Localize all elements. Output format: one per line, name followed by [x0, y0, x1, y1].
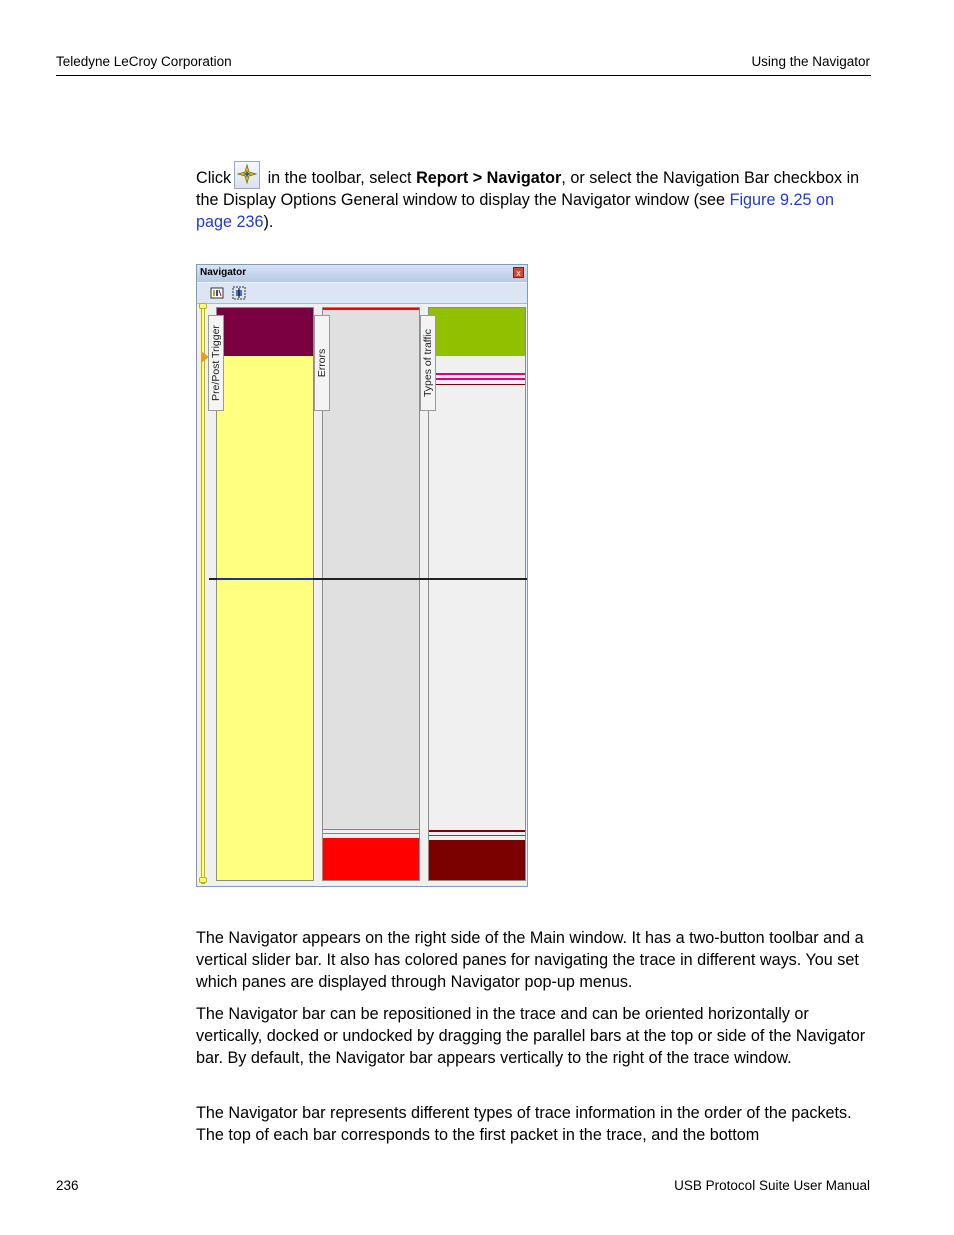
traffic-marker: [429, 384, 525, 385]
navigator-range-button[interactable]: [232, 286, 246, 300]
intro-text-2: , or select the Navigation Bar checkbox in the Display Options General window to display the Navigator window (see: [196, 169, 860, 209]
pane-settings-icon: [210, 286, 224, 300]
error-marker: [323, 833, 419, 834]
pre-trigger-region: [217, 308, 313, 356]
trigger-position-line: [217, 578, 313, 580]
traffic-marker: [429, 373, 525, 375]
pane-label: Errors: [316, 348, 328, 378]
traffic-marker: [429, 378, 525, 380]
pane-errors[interactable]: [322, 307, 420, 881]
navigator-toolbar: [197, 283, 527, 304]
intro-click: Click: [196, 169, 232, 187]
pane-tab-errors[interactable]: [314, 315, 330, 411]
intro-menu-path: Report > Navigator: [416, 169, 562, 187]
pane-pre-post-trigger[interactable]: [216, 307, 314, 881]
intro-text-1: in the toolbar, select: [263, 169, 417, 187]
body-paragraph-1: The Navigator appears on the right side of the Main window. It has a two-button toolbar and a vertical slider bar. It also has colored panes for navigating the trace in different ways. You set which panes are displayed through Navigator pop-up menus.: [196, 929, 864, 991]
running-header-right: Using the Navigator: [751, 54, 870, 69]
running-footer-right: USB Protocol Suite User Manual: [674, 1178, 870, 1193]
intro-paragraph: [196, 161, 872, 233]
navigator-window: [196, 264, 528, 887]
traffic-marker: [429, 835, 525, 836]
navigator-titlebar[interactable]: [197, 265, 527, 282]
errors-block: [323, 838, 419, 881]
page-number: 236: [56, 1178, 79, 1193]
body-paragraph-3: The Navigator bar represents different types of trace information in the order of the packets. The top of each bar corresponds to the first packet in the trace, and the bottom: [196, 1104, 852, 1144]
running-header-left: Teledyne LeCroy Corporation: [56, 54, 232, 69]
navigator-slider[interactable]: [201, 306, 205, 884]
close-icon[interactable]: x: [513, 267, 524, 278]
post-trigger-region: [217, 356, 313, 881]
pane-tab-types-of-traffic[interactable]: [420, 315, 436, 411]
figure-link[interactable]: Figure 9.25 on page 236: [196, 191, 834, 231]
pane-label: Pre/Post Trigger: [210, 325, 222, 401]
error-marker: [323, 829, 419, 830]
navigator-settings-button[interactable]: [210, 286, 224, 300]
traffic-marker: [429, 830, 525, 832]
errors-background: [323, 310, 419, 829]
pane-label: Types of traffic: [422, 328, 434, 398]
slider-bottom-handle[interactable]: [199, 877, 207, 883]
pane-tab-pre-post-trigger[interactable]: [208, 315, 224, 411]
intro-end: ).: [263, 213, 274, 231]
slider-top-handle[interactable]: [199, 303, 207, 309]
body-paragraph-2: The Navigator bar can be repositioned in the trace and can be oriented horizontally or vertically, docked or undocked by dragging the parallel bars at the top or side of the Navigator bar. By default, the Navigator bar appears vertically to the right of the trace window.: [196, 1005, 866, 1067]
range-select-icon: [232, 286, 246, 300]
traffic-background: [429, 356, 525, 881]
traffic-type-a: [429, 308, 525, 356]
header-rule: [56, 75, 871, 76]
pane-types-of-traffic[interactable]: [428, 307, 526, 881]
traffic-type-b: [429, 840, 525, 881]
navigator-star-icon: [234, 161, 260, 189]
navigator-title: Navigator: [200, 267, 247, 278]
